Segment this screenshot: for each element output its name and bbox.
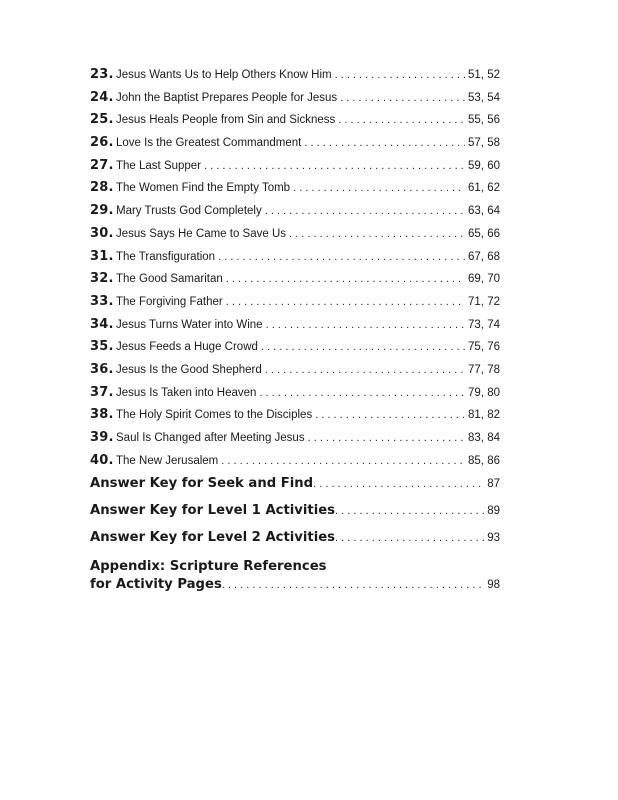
- entry-title: John the Baptist Prepares People for Jesus: [116, 91, 338, 104]
- dot-leader: [313, 478, 484, 490]
- entry-pages: 65, 66: [468, 227, 500, 240]
- section-title: Answer Key for Level 2 Activities: [90, 530, 336, 546]
- dot-leader: [335, 532, 484, 544]
- toc-entry: [90, 180, 500, 203]
- entry-number: 36.: [90, 361, 114, 377]
- entry-title: The Forgiving Father: [116, 295, 223, 308]
- entry-pages: 83, 84: [468, 432, 500, 444]
- entry-number: 38.: [90, 407, 114, 423]
- entry-number: 29.: [90, 203, 114, 219]
- entry-number: 30.: [90, 225, 114, 241]
- entry-title: Saul Is Changed after Meeting Jesus: [116, 432, 305, 444]
- entry-pages: 81, 82: [468, 409, 500, 422]
- entry-number: 35.: [90, 339, 114, 355]
- entry-pages: 85, 86: [468, 454, 500, 467]
- section-title: Answer Key for Level 1 Activities: [90, 503, 336, 519]
- toc-entry: [90, 453, 500, 476]
- dot-leader: [226, 296, 465, 308]
- entry-pages: 59, 60: [468, 159, 500, 172]
- toc-entry: [90, 135, 500, 158]
- section-page-number: 93: [487, 532, 500, 545]
- entry-title: Jesus Is Taken into Heaven: [116, 386, 257, 399]
- entry-title: Jesus Wants Us to Help Others Know Him: [116, 69, 332, 81]
- entry-number: 39.: [90, 430, 114, 445]
- entry-number: 31.: [90, 248, 114, 264]
- entry-pages: 53, 54: [468, 91, 500, 104]
- toc-entry: [90, 90, 500, 113]
- appendix-title-line2-row: [90, 577, 500, 592]
- entry-number: 26.: [90, 135, 114, 151]
- entry-pages: 55, 56: [468, 114, 500, 127]
- dot-leader: [265, 364, 465, 376]
- entry-title: Jesus Turns Water into Wine: [116, 318, 263, 331]
- entry-title: Jesus Feeds a Huge Crowd: [116, 341, 258, 354]
- dot-leader: [265, 205, 465, 217]
- section-entry: [90, 476, 500, 502]
- entry-pages: 79, 80: [468, 386, 500, 399]
- toc-entry: [90, 339, 500, 362]
- entry-pages: 67, 68: [468, 250, 500, 263]
- dot-leader: [222, 579, 484, 591]
- entry-title: Love Is the Greatest Commandment: [116, 137, 302, 150]
- appendix-title-line2: for Activity Pages: [90, 577, 222, 593]
- entry-pages: 63, 64: [468, 205, 500, 218]
- entry-number: 37.: [90, 384, 114, 400]
- toc-entry: [90, 430, 500, 453]
- section-title: Answer Key for Seek and Find: [90, 476, 314, 492]
- toc-entry: [90, 271, 500, 294]
- entry-title: Jesus Is the Good Shepherd: [116, 363, 262, 376]
- toc-entry: [90, 226, 500, 249]
- table-of-contents: [90, 67, 500, 592]
- entry-number: 40.: [90, 452, 114, 468]
- entry-title: Mary Trusts God Completely: [116, 205, 262, 218]
- entry-title: The New Jerusalem: [116, 454, 219, 467]
- entry-pages: 77, 78: [468, 363, 500, 376]
- dot-leader: [335, 69, 465, 81]
- entry-number: 27.: [90, 157, 114, 173]
- dot-leader: [218, 251, 465, 263]
- dot-leader: [226, 273, 465, 285]
- toc-entry: [90, 407, 500, 430]
- entry-title: The Good Samaritan: [116, 273, 223, 286]
- dot-leader: [261, 341, 465, 353]
- section-page-number: 87: [487, 478, 500, 491]
- dot-leader: [204, 160, 465, 172]
- entry-number: 32.: [90, 271, 114, 287]
- entry-title: Jesus Says He Came to Save Us: [116, 227, 287, 240]
- dot-leader: [308, 432, 465, 444]
- entry-title: The Women Find the Empty Tomb: [116, 182, 291, 195]
- toc-entry: [90, 362, 500, 385]
- entry-number: 33.: [90, 293, 114, 309]
- dot-leader: [304, 137, 465, 149]
- entry-number: 23.: [90, 67, 114, 82]
- entry-title: The Transfiguration: [116, 250, 216, 263]
- section-page-number: 89: [487, 505, 500, 518]
- entry-number: 25.: [90, 112, 114, 128]
- appendix-title-line1: Appendix: Scripture References: [90, 559, 327, 575]
- toc-entry: [90, 385, 500, 408]
- entry-pages: 69, 70: [468, 273, 500, 286]
- toc-entry: [90, 67, 500, 90]
- chapter-list: [90, 67, 500, 475]
- answer-key-list: [90, 476, 500, 556]
- entry-number: 34.: [90, 316, 114, 332]
- entry-title: Jesus Heals People from Sin and Sickness: [116, 114, 336, 127]
- entry-pages: 73, 74: [468, 318, 500, 331]
- dot-leader: [289, 228, 465, 240]
- toc-entry: [90, 158, 500, 181]
- toc-entry: [90, 249, 500, 272]
- dot-leader: [315, 409, 465, 421]
- entry-title: The Last Supper: [116, 159, 202, 172]
- toc-entry: [90, 112, 500, 135]
- section-entry: [90, 530, 500, 556]
- toc-entry: [90, 203, 500, 226]
- toc-entry: [90, 294, 500, 317]
- entry-title: The Holy Spirit Comes to the Disciples: [116, 409, 313, 422]
- entry-pages: 75, 76: [468, 341, 500, 354]
- entry-number: 28.: [90, 180, 114, 196]
- entry-pages: 51, 52: [468, 69, 500, 81]
- appendix-page-number: 98: [487, 579, 500, 592]
- dot-leader: [340, 92, 465, 104]
- section-entry: [90, 503, 500, 529]
- dot-leader: [266, 319, 465, 331]
- entry-number: 24.: [90, 89, 114, 105]
- entry-pages: 61, 62: [468, 182, 500, 195]
- entry-pages: 71, 72: [468, 295, 500, 308]
- dot-leader: [259, 387, 465, 399]
- dot-leader: [221, 455, 465, 467]
- toc-entry: [90, 317, 500, 340]
- appendix-entry: [90, 559, 500, 592]
- dot-leader: [293, 182, 465, 194]
- entry-pages: 57, 58: [468, 137, 500, 150]
- dot-leader: [335, 505, 484, 517]
- dot-leader: [338, 114, 465, 126]
